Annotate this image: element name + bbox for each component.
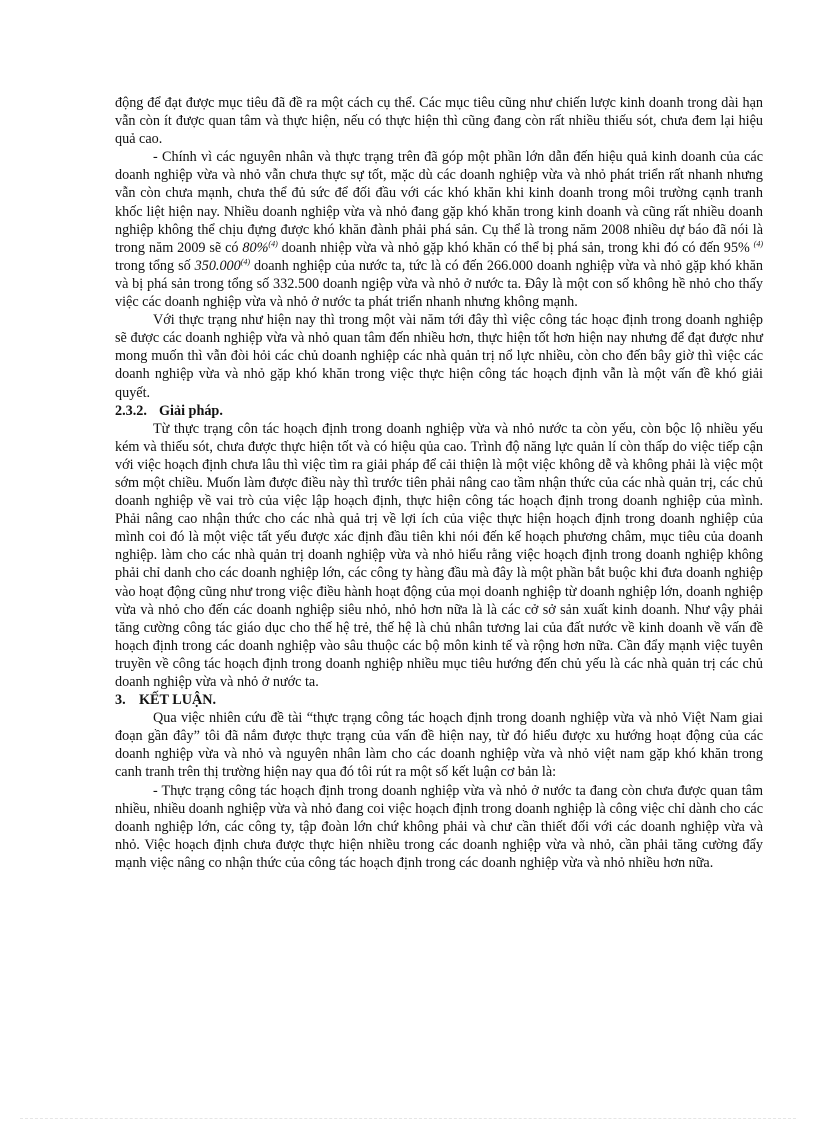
paragraph-causes — [115, 148, 763, 311]
document-body — [115, 94, 763, 872]
section-number: 3. — [115, 692, 126, 709]
paragraph-text: trong tổng số — [115, 257, 195, 274]
paragraph-conclusion-intro — [115, 709, 763, 781]
paragraph-conclusion-point — [115, 782, 763, 872]
bankruptcy-percentage: 80% — [242, 239, 269, 256]
section-title: Giải pháp. — [159, 402, 223, 419]
section-title: KẾT LUẬN. — [139, 692, 216, 709]
paragraph-strategy-continuation — [115, 94, 763, 148]
footnote-reference: (4) — [268, 239, 278, 249]
section-heading-conclusion — [115, 691, 763, 709]
paragraph-outlook — [115, 311, 763, 401]
paragraph-text: doanh nhiệp vừa và nhỏ gặp khó khăn có thể bị phá sản, trong khi đó có đến 95% — [277, 239, 754, 256]
section-heading-solution — [115, 402, 763, 420]
paragraph-text: doanh nghiệp của nước ta, tức là có đến 266.000 doanh nghiệp vừa và nhỏ gặp khó khăn và bị phá sản trong tổng số 332.500 doanh ngiệp vừa và nhỏ ở nước ta. Đây là một con số không hề nhỏ cho thấy việc các doanh nghiệp vừa và nhỏ ở nước ta phát triển nhanh nhưng không mạnh. — [115, 257, 763, 311]
paragraph-text: - Chính vì các nguyên nhân và thực trạng trên đã góp một phần lớn dẫn đến hiệu quả kinh doanh của các doanh nghiệp vừa và nhỏ vẫn chưa thực sự tốt, mặc dù các doanh nghiệp vừa và nhỏ phát triển rất nhanh nhưng vẫn còn chưa mạnh, chưa thể đủ sức để đối đầu với các khó khăn khi kinh doanh trong môi trường cạnh tranh khốc liệt hiện nay. Nhiều doanh nghiệp vừa và nhỏ đang gặp khó khăn trong kinh doanh và cũng rất nhiều doanh nghiệp không thể chịu đựng được khó khăn đành phải phá sản. Cụ thể là trong năm 2008 nhiều dự báo đã nói là trong năm 2009 sẽ có — [115, 149, 763, 256]
section-number: 2.3.2. — [115, 402, 147, 419]
paragraph-text: - Thực trạng công tác hoạch định trong doanh nghiệp vừa và nhỏ ở nước ta đang còn chưa được quan tâm nhiều, nhiều doanh nghiệp vừa và nhỏ đang coi việc hoạch định trong doanh nghiệp là công việc chỉ dành cho các doanh nghiệp lớn, các công ty, tập đoàn lớn chứ không phải và chư cần thiết đối với các doanh nghiệp vừa và nhỏ. Việc hoạch định chưa được thực hiện nhiều trong các doanh nghiệp vừa và nhỏ, cần phải tăng cường đẩy mạnh việc nâng co nhận thức của công tác hoạch định trong các doanh nghiệp vừa và nhỏ nhiều hơn nữa. — [115, 782, 763, 871]
paragraph-solution — [115, 420, 763, 691]
page-bottom-divider — [20, 1118, 796, 1119]
footnote-reference: (4) — [240, 257, 251, 267]
paragraph-text: Với thực trạng như hiện nay thì trong một vài năm tới đây thì việc công tác hoạc định trong doanh nghiệp sẽ được các doanh nghiệp vừa và nhỏ quan tâm đến nhiều hơn, thực hiện tốt hơn hiện nay nhưng để đạt được như mong muốn thì vẫn đòi hỏi các chủ doanh nghiệp các nhà quản trị nổ lực nhiều, còn cho đến bây giờ thì việc các doanh nghiệp vừa và nhỏ gặp khó khăn trong việc thực hiện công tác hoạch định vẫn là một vấn đề khó giải quyết. — [115, 312, 763, 401]
footnote-reference: (4) — [753, 239, 763, 249]
enterprise-total: 350.000 — [194, 257, 241, 274]
paragraph-text: động để đạt được mục tiêu đã đề ra một cách cụ thể. Các mục tiêu cũng như chiến lược kinh doanh trong dài hạn vẫn còn ít được quan tâm và thực hiện, nếu có thực hiện thì cũng đang còn rất nhiều thiếu sót, chưa đem lại hiệu quả cao. — [115, 95, 763, 148]
paragraph-text: Qua việc nhiên cứu đề tài “thực trạng công tác hoạch định trong doanh nghiệp vừa và nhỏ Việt Nam giai đoạn gần đây” tôi đã nắm được thực trạng của vấn đề hiện nay, từ đó hiểu được xu hướng hoạt động của các doanh nghiệp vừa và nhỏ và nguyên nhân làm cho các doanh nghiệp vừa và nhỏ việt nam gặp khó khăn trong canh tranh trên thị trường hiện nay qua đó tôi rút ra một số kết luận cơ bản là: — [115, 710, 763, 781]
paragraph-text: Từ thực trạng côn tác hoạch định trong doanh nghiệp vừa và nhỏ nước ta còn yếu, còn bộc lộ nhiều yếu kém và thiếu sót, chưa được thực hiện tốt và có hiệu qủa cao. Trình độ năng lực quản lí còn thấp do việc tiếp cận với việc hoạch định chưa lâu thì việc tìm ra giải pháp để cải thiện là một việc không dễ và không phải là việc một sớm một chiều. Muốn làm được điều này thì trước tiên phải nâng cao tầm nhận thức của các nhà quản trị, các chủ doanh nghiệp về vai trò của việc lập hoạch định, thực hiện công tác hoạch định trong doanh nghiệp của mình. Phải nâng cao nhận thức cho các nhà quả trị về lợi ích của việc thực hiện hoạch định trong doanh nghiệp của mình coi đó là một việc tất yếu được xác định đầu tiên khi nói đến kế hoạch phương châm, mục tiêu của doanh nghiệp. làm cho các nhà quản trị doanh nghiệp vừa và nhỏ hiểu rằng việc hoạch định trong doanh nghiệp không phải chỉ danh cho các doanh nghiệp lớn, các công ty hàng đầu mà đây là một phần bắt buộc khi đưa doanh nghiệp vào hoạt động cũng như trong việc điều hành hoạt động của mọi doanh nghiệp từ doanh nghiệp lớn, doanh nghiệp vừa và nhỏ cho đến các doanh nghiệp siêu nhỏ, nhỏ hơn nữa là là các cở sở sản xuất kinh doanh. Như vậy phải tăng cường công tác giáo dục cho thế hệ trẻ, thế hệ là chủ nhân tương lai của đất nước về kinh doanh về vấn đề hoạch định trong các doanh nghiệp vào sâu thuộc các bộ môn kinh tế và rộng hơn nữa. Cần đẩy mạnh việc tuyên truyền về công tác hoạch định trong doanh nghiệp nhiều mục tiêu hướng đến chủ yếu là các nhà quản trị các chủ doanh nghiệp vừa và nhỏ ở nước ta. — [115, 420, 763, 690]
